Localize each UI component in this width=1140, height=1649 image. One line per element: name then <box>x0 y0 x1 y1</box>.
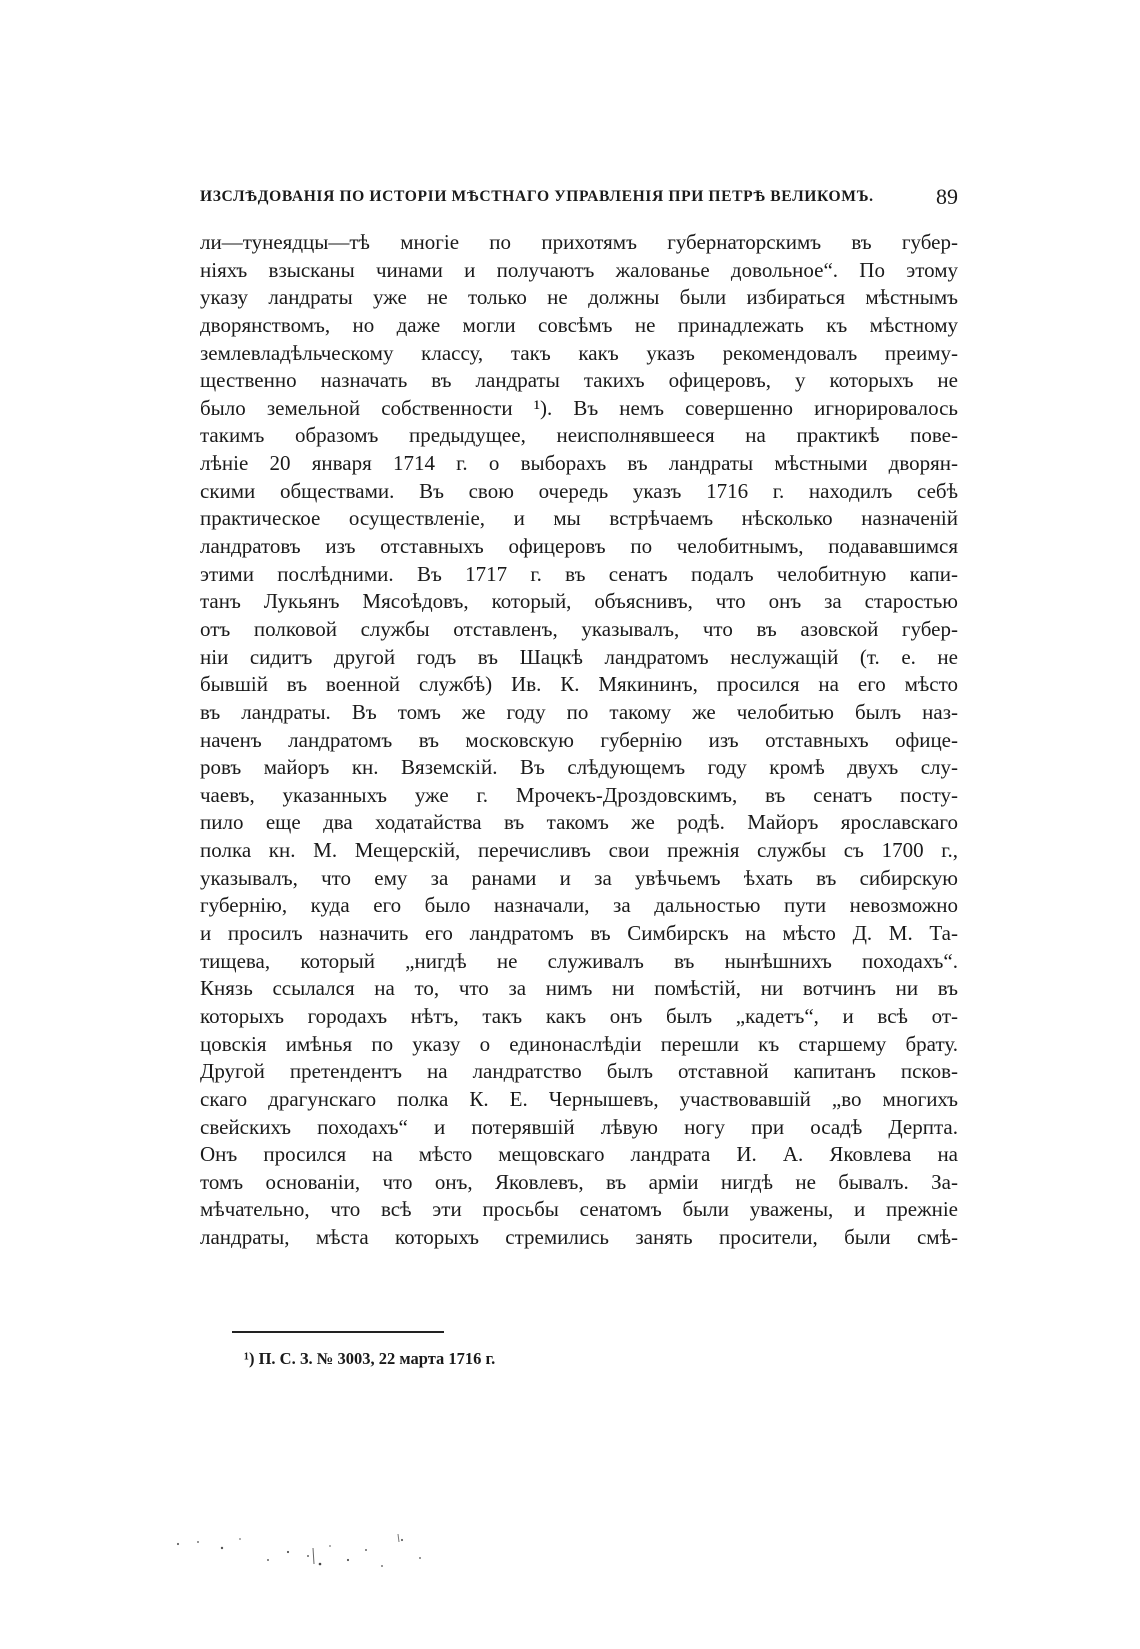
text-line: Князь ссылался на то, что за нимъ ни помѣстій, ни вотчинъ ни въ <box>200 976 958 1001</box>
page-header <box>200 186 958 212</box>
text-line: и просилъ назначить его ландратомъ въ Симбирскъ на мѣсто Д. М. Та- <box>200 921 958 946</box>
text-line: губернію, куда его было назначали, за дальностью пути невозможно <box>200 893 958 918</box>
text-line: ніяхъ взысканы чинами и получаютъ жалованье довольное“. По этому <box>200 257 958 282</box>
text-line: цовскія имѣнья по указу о единонаслѣдіи перешли къ старшему брату. <box>200 1031 958 1056</box>
text-line: мѣчательно, что всѣ эти просьбы сенатомъ были уважены, и прежніе <box>200 1197 958 1222</box>
footnote-rule <box>232 1331 444 1333</box>
text-line: Онъ просился на мѣсто мещовскаго ландрата И. А. Яковлева на <box>200 1142 958 1167</box>
text-line: ландратовъ изъ отставныхъ офицеровъ по челобитнымъ, подававшимся <box>200 534 958 559</box>
page-number: 89 <box>936 184 958 209</box>
text-line: ландраты, мѣста которыхъ стремились занять просители, были смѣ- <box>200 1225 958 1250</box>
text-line: указу ландраты уже не только не должны были избираться мѣстнымъ <box>200 285 958 310</box>
footnote-marker: ¹) <box>244 1349 255 1368</box>
text-line: пило еще два ходатайства въ такомъ же родѣ. Майоръ ярославскаго <box>200 810 958 835</box>
text-line: бывшій въ военной службѣ) Ив. К. Мякининъ, просился на его мѣсто <box>200 672 958 697</box>
text-line: танъ Лукьянъ Мясоѣдовъ, который, объяснивъ, что онъ за старостью <box>200 589 958 614</box>
text-line: щественно назначать въ ландраты такихъ офицеровъ, у которыхъ не <box>200 368 958 393</box>
text-line: отъ полковой службы отставленъ, указывалъ, что въ азовской губер- <box>200 616 958 641</box>
text-line: указывалъ, что ему за ранами и за увѣчьемъ ѣхать въ сибирскую <box>200 865 958 890</box>
text-line: свейскихъ походахъ“ и потерявшій лѣвую ногу при осадѣ Дерпта. <box>200 1114 958 1139</box>
text-line: томъ основаніи, что онъ, Яковлевъ, въ арміи нигдѣ не бывалъ. За- <box>200 1169 958 1194</box>
text-line: землевладѣльческому классу, такъ какъ указъ рекомендовалъ преиму- <box>200 340 958 365</box>
text-line: ли—тунеядцы—тѣ многіе по прихотямъ губернаторскимъ въ губер- <box>200 230 958 254</box>
running-title: ИЗСЛѢДОВАНІЯ ПО ИСТОРІИ МѢСТНАГО УПРАВЛЕНІЯ ПРИ ПЕТРѢ ВЕЛИКОМЪ. <box>200 188 874 205</box>
text-line: такимъ образомъ предыдущее, неисполнявшееся на практикѣ пове- <box>200 423 958 448</box>
text-line: наченъ ландратомъ въ московскую губернію изъ отставныхъ офице- <box>200 727 958 752</box>
text-line: лѣніе 20 января 1714 г. о выборахъ въ ландраты мѣстными дворян- <box>200 451 958 476</box>
text-line: скаго драгунскаго полка К. Е. Чернышевъ, участвовавшій „во многихъ <box>200 1086 958 1111</box>
footnote-text: П. С. З. № 3003, 22 марта 1716 г. <box>258 1349 496 1368</box>
text-line: ровъ майоръ кн. Вяземскій. Въ слѣдующемъ году кромѣ двухъ слу- <box>200 755 958 780</box>
text-line: этими послѣдними. Въ 1717 г. въ сенатъ подалъ челобитную капи- <box>200 561 958 586</box>
text-line: Другой претендентъ на ландратство былъ отставной капитанъ псков- <box>200 1059 958 1084</box>
text-line: въ ландраты. Въ томъ же году по такому же челобитью былъ наз- <box>200 699 958 724</box>
body-text <box>200 229 958 1252</box>
text-line: было земельной собственности ¹). Въ немъ совершенно игнорировалось <box>200 395 958 420</box>
text-line: тищева, который „нигдѣ не служивалъ въ нынѣшнихъ походахъ“. <box>200 948 958 973</box>
text-line: которыхъ городахъ нѣтъ, такъ какъ онъ былъ „кадетъ“, и всѣ от- <box>200 1003 958 1028</box>
text-line: чаевъ, указанныхъ уже г. Мрочекъ-Дроздовскимъ, въ сенатъ посту- <box>200 782 958 807</box>
text-line: скими обществами. Въ свою очередь указъ 1716 г. находилъ себѣ <box>200 478 958 503</box>
text-line: дворянствомъ, но даже могли совсѣмъ не принадлежать къ мѣстному <box>200 312 958 337</box>
footnote <box>244 1349 495 1369</box>
scan-specks <box>170 1530 470 1580</box>
text-line: полка кн. М. Мещерскій, перечисливъ свои прежнія службы съ 1700 г., <box>200 838 958 863</box>
text-line: практическое осуществленіе, и мы встрѣчаемъ нѣсколько назначеній <box>200 506 958 531</box>
text-line: ніи сидитъ другой годъ въ Шацкѣ ландратомъ неслужащій (т. е. не <box>200 644 958 669</box>
